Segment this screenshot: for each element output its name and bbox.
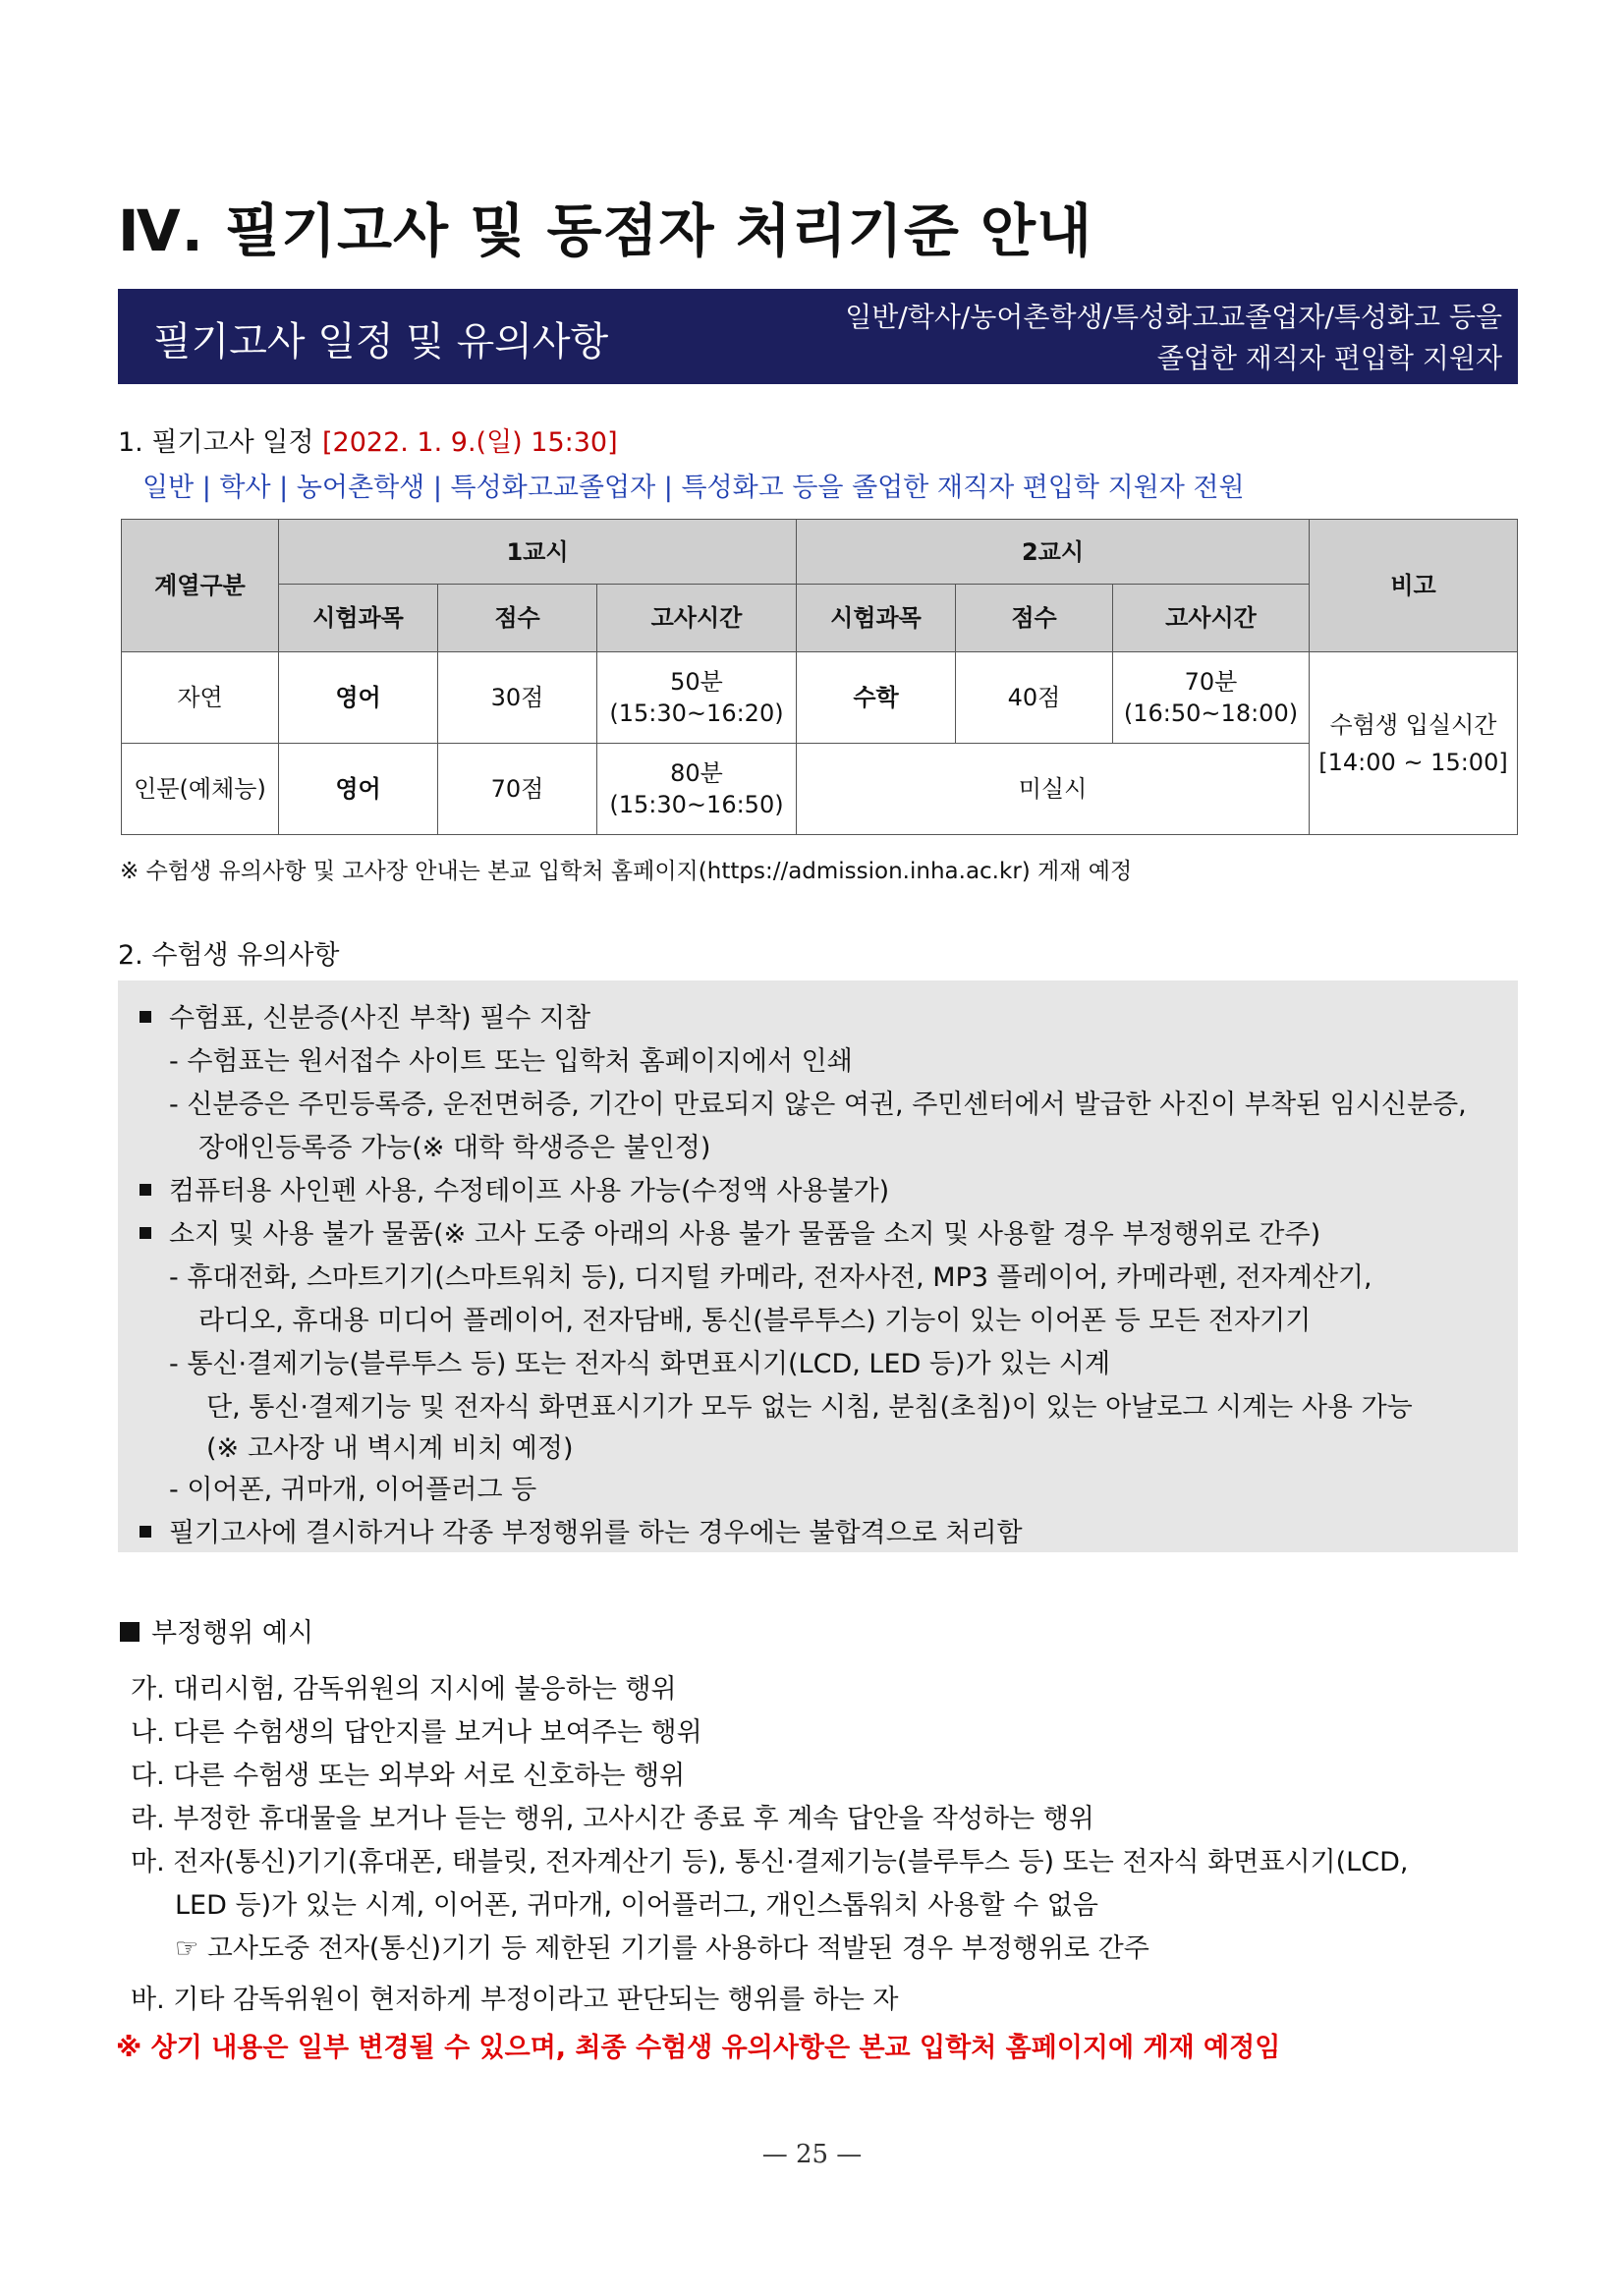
- cell-p1-time: [597, 744, 797, 835]
- notice-subitem-cont: 장애인등록증 가능(※ 대학 학생증은 불인정): [198, 1133, 711, 1163]
- notice-item: [140, 1169, 889, 1207]
- cell-p1-score: 70점: [438, 744, 597, 835]
- cell-p1-time: [597, 652, 797, 744]
- header-group: 계열구분: [122, 520, 279, 652]
- cell-p2-range: (16:50~18:00): [1123, 700, 1299, 727]
- cell-p1-range: (15:30~16:50): [609, 791, 784, 818]
- notice-text: 수험표, 신분증(사진 부착) 필수 지참: [169, 1003, 591, 1034]
- header-p1-subject: 시험과목: [279, 585, 438, 652]
- exam-schedule-table: [121, 519, 1518, 835]
- section1-target: 일반 | 학사 | 농어촌학생 | 특성화고교졸업자 | 특성화고 등을 졸업한 재직자 편입학 지원자 전원: [142, 473, 1245, 503]
- schedule-footnote: ※ 수험생 유의사항 및 고사장 안내는 본교 입학처 홈페이지(https://admission.inha.ac.kr) 게재 예정: [120, 859, 1133, 884]
- fraud-item: 나. 다른 수험생의 답안지를 보거나 보여주는 행위: [131, 1717, 702, 1748]
- page-number: — 25 —: [761, 2140, 863, 2169]
- cell-p1-duration: 50분: [670, 668, 723, 696]
- cell-p1-range: (15:30~16:20): [609, 700, 784, 727]
- cell-p1-score: 30점: [438, 652, 597, 744]
- header-period1: 1교시: [279, 520, 797, 585]
- cell-group: 인문(예체능): [122, 744, 279, 835]
- notice-box: [118, 980, 1518, 1552]
- header-remark: 비고: [1310, 520, 1518, 652]
- header-period2: 2교시: [797, 520, 1310, 585]
- banner-subtitle-line1: 일반/학사/농어촌학생/특성화고교졸업자/특성화고 등을: [845, 301, 1502, 333]
- header-p2-score: 점수: [956, 585, 1113, 652]
- fraud-item: 다. 다른 수험생 또는 외부와 서로 신호하는 행위: [131, 1761, 686, 1791]
- fraud-item-note: ☞ 고사도중 전자(통신)기기 등 제한된 기기를 사용하다 적발된 경우 부정행위로 간주: [175, 1933, 1149, 1964]
- cell-p2-score: 40점: [956, 652, 1113, 744]
- table-row: [122, 652, 1518, 744]
- bullet-icon: [140, 1227, 151, 1239]
- fraud-heading: [120, 1611, 313, 1650]
- notice-subitem-cont: (※ 고사장 내 벽시계 비치 예정): [206, 1433, 574, 1464]
- cell-p1-duration: 80분: [670, 759, 723, 787]
- header-p2-time: 고사시간: [1113, 585, 1310, 652]
- cell-p2-time: [1113, 652, 1310, 744]
- section2-heading: 2. 수험생 유의사항: [118, 940, 340, 971]
- bullet-icon: [140, 1011, 151, 1023]
- notice-text: 컴퓨터용 사인펜 사용, 수정테이프 사용 가능(수정액 사용불가): [169, 1176, 890, 1206]
- fraud-item: 가. 대리시험, 감독위원의 지시에 불응하는 행위: [131, 1674, 677, 1705]
- final-note: ※ 상기 내용은 일부 변경될 수 있으며, 최종 수험생 유의사항은 본교 입학처 홈페이지에 게재 예정임: [116, 2033, 1281, 2063]
- notice-item: [140, 1212, 1320, 1251]
- cell-p1-subject: 영어: [279, 652, 438, 744]
- fraud-item-cont: LED 등)가 있는 시계, 이어폰, 귀마개, 이어플러그, 개인스톱워치 사용할 수 없음: [175, 1890, 1098, 1921]
- remark-line1: 수험생 입실시간: [1329, 710, 1497, 739]
- notice-subitem-cont: 라디오, 휴대용 미디어 플레이어, 전자담배, 통신(블루투스) 기능이 있는 이어폰 등 모든 전자기기: [198, 1306, 1312, 1336]
- fraud-item: 마. 전자(통신)기기(휴대폰, 태블릿, 전자계산기 등), 통신·결제기능(블루투스 등) 또는 전자식 화면표시기(LCD,: [131, 1847, 1409, 1877]
- section1-heading-text: 1. 필기고사 일정: [118, 427, 323, 458]
- fraud-item: 바. 기타 감독위원이 현저하게 부정이라고 판단되는 행위를 하는 자: [131, 1985, 899, 2015]
- banner-subtitle-line2: 졸업한 재직자 편입학 지원자: [1156, 342, 1502, 374]
- notice-subitem-cont: 단, 통신·결제기능 및 전자식 화면표시기가 모두 없는 시침, 분침(초침)이 있는 아날로그 시계는 사용 가능: [206, 1392, 1413, 1423]
- notice-subitem: - 이어폰, 귀마개, 이어플러그 등: [169, 1475, 537, 1505]
- banner-title: 필기고사 일정 및 유의사항: [153, 319, 609, 364]
- fraud-heading-text: 부정행위 예시: [151, 1618, 314, 1649]
- exam-date: [2022. 1. 9.(일) 15:30]: [322, 427, 618, 458]
- header-p1-score: 점수: [438, 585, 597, 652]
- notice-item: [140, 996, 590, 1035]
- bullet-icon: [140, 1526, 151, 1538]
- section-banner: [118, 289, 1518, 384]
- cell-remark: [1310, 652, 1518, 835]
- fraud-item: 라. 부정한 휴대물을 보거나 듣는 행위, 고사시간 종료 후 계속 답안을 작성하는 행위: [131, 1804, 1094, 1834]
- section1-heading: [118, 420, 618, 459]
- notice-subitem: - 휴대전화, 스마트기기(스마트워치 등), 디지털 카메라, 전자사전, MP3 플레이어, 카메라펜, 전자계산기,: [169, 1262, 1372, 1293]
- notice-subitem: - 통신·결제기능(블루투스 등) 또는 전자식 화면표시기(LCD, LED 등)가 있는 시계: [169, 1349, 1111, 1379]
- cell-p2-duration: 70분: [1184, 668, 1238, 696]
- notice-item: [140, 1511, 1023, 1549]
- cell-p1-subject: 영어: [279, 744, 438, 835]
- header-p2-subject: 시험과목: [797, 585, 956, 652]
- notice-text: 소지 및 사용 불가 물품(※ 고사 도중 아래의 사용 불가 물품을 소지 및 사용할 경우 부정행위로 간주): [169, 1219, 1321, 1250]
- banner-subtitle: [845, 297, 1502, 379]
- square-bullet-icon: [120, 1622, 140, 1642]
- cell-group: 자연: [122, 652, 279, 744]
- cell-p2-subject: 수학: [797, 652, 956, 744]
- cell-p2-none: 미실시: [797, 744, 1310, 835]
- notice-subitem: - 수험표는 원서접수 사이트 또는 입학처 홈페이지에서 인쇄: [169, 1046, 853, 1077]
- header-p1-time: 고사시간: [597, 585, 797, 652]
- notice-subitem: - 신분증은 주민등록증, 운전면허증, 기간이 만료되지 않은 여권, 주민센터에서 발급한 사진이 부착된 임시신분증,: [169, 1090, 1467, 1120]
- bullet-icon: [140, 1184, 151, 1196]
- remark-line2: [14:00 ~ 15:00]: [1318, 748, 1508, 776]
- page-title: Ⅳ. 필기고사 및 동점자 처리기준 안내: [118, 197, 1093, 264]
- notice-text: 필기고사에 결시하거나 각종 부정행위를 하는 경우에는 불합격으로 처리함: [169, 1518, 1023, 1548]
- table-row: [122, 744, 1518, 835]
